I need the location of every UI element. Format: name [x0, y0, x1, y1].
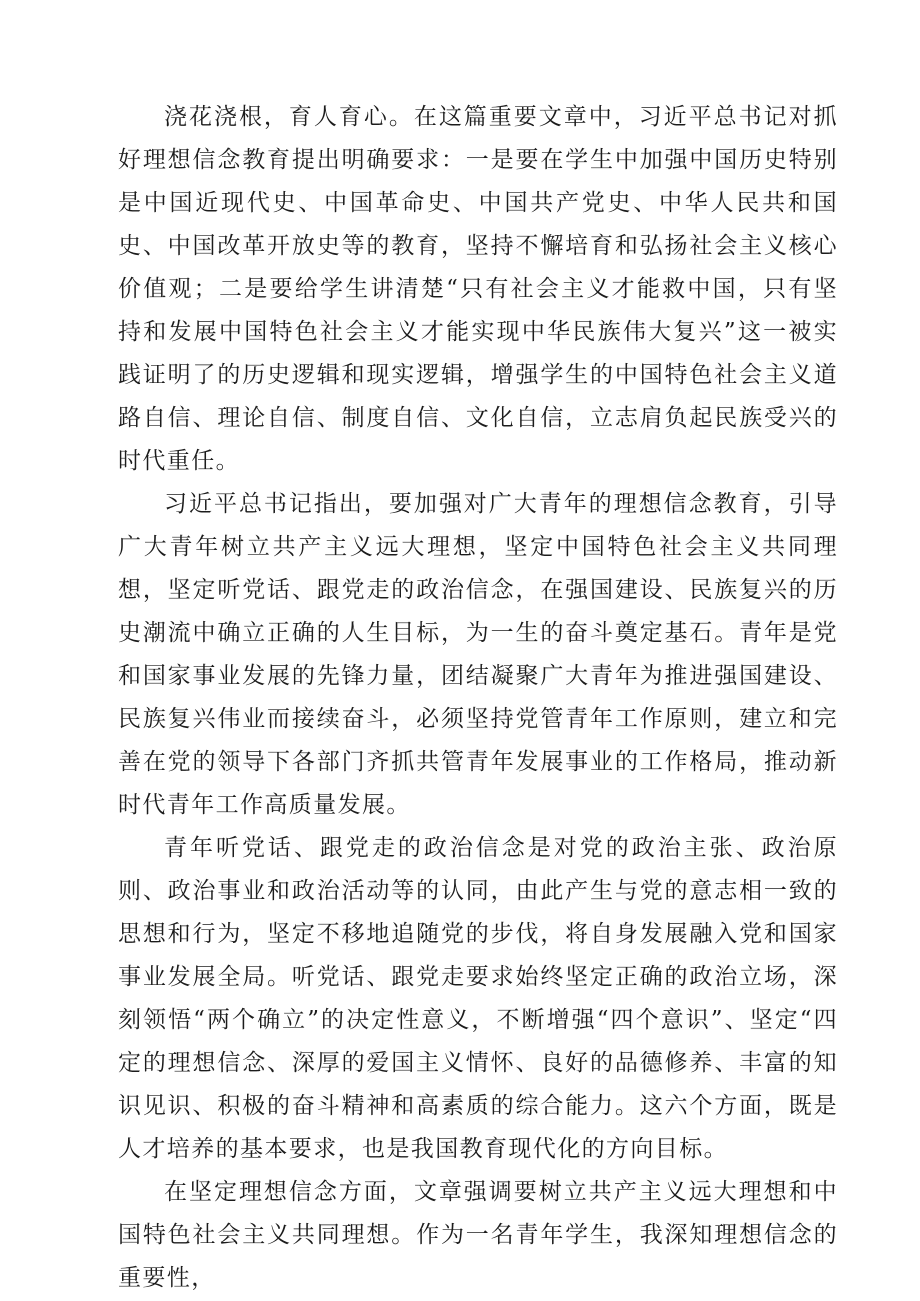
- document-body: [118, 96, 838, 1300]
- paragraph-2: 习近平总书记指出，要加强对广大青年的理想信念教育，引导广大青年树立共产主义远大理想，坚定中国特色社会主义共同理想，坚定听党话、跟党走的政治信念，在强国建设、民族复兴的历史潮流中确立正确的人生目标，为一生的奋斗奠定基石。青年是党和国家事业发展的先锋力量，团结凝聚广大青年为推进强国建设、民族复兴伟业而接续奋斗，必须坚持党管青年工作原则，建立和完善在党的领导下各部门齐抓共管青年发展事业的工作格局，推动新时代青年工作高质量发展。: [118, 491, 838, 818]
- paragraph-4: 在坚定理想信念方面，文章强调要树立共产主义远大理想和中国特色社会主义共同理想。作为一名青年学生，我深知理想信念的重要性，: [118, 1179, 838, 1291]
- paragraph-1: 浇花浇根，育人育心。在这篇重要文章中，习近平总书记对抓好理想信念教育提出明确要求：一是要在学生中加强中国历史特别是中国近现代史、中国革命史、中国共产党史、中华人民共和国史、中国改革开放史等的教育，坚持不懈培育和弘扬社会主义核心价值观；二是要给学生讲清楚“只有社会主义才能救中国，只有坚持和发展中国特色社会主义才能实现中华民族伟大复兴”这一被实践证明了的历史逻辑和现实逻辑，增强学生的中国特色社会主义道路自信、理论自信、制度自信、文化自信，立志肩负起民族受兴的时代重任。: [118, 104, 838, 474]
- paragraph-3: 青年听党话、跟党走的政治信念是对党的政治主张、政治原则、政治事业和政治活动等的认同，由此产生与党的意志相一致的思想和行为，坚定不移地追随党的步伐，将自身发展融入党和国家事业发展全局。听党话、跟党走要求始终坚定正确的政治立场，深刻领悟“两个确立”的决定性意义，不断增强“四个意识”、坚定“四定的理想信念、深厚的爱国主义情怀、良好的品德修养、丰富的知识见识、积极的奋斗精神和高素质的综合能力。这六个方面，既是人才培养的基本要求，也是我国教育现代化的方向目标。: [118, 835, 838, 1162]
